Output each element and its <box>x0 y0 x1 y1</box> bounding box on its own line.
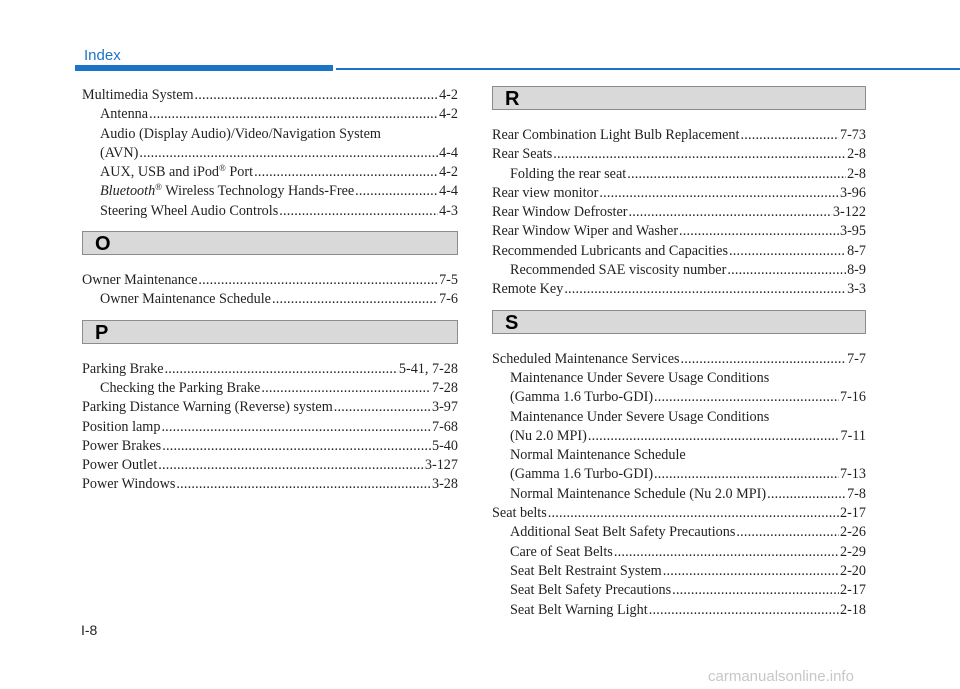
page-ref: 4-4 <box>439 144 458 161</box>
page-ref: 7-13 <box>839 466 866 483</box>
page-ref: 8-9 <box>847 262 866 279</box>
section-header-p <box>82 320 458 344</box>
page-ref: 4-2 <box>439 164 458 181</box>
page-ref: 4-2 <box>439 87 458 103</box>
index-subentry-line: Maintenance Under Severe Usage Conditions <box>510 369 770 386</box>
section-header-r <box>492 86 866 110</box>
page-ref: 3-95 <box>839 223 866 240</box>
index-subentry-line: Maintenance Under Severe Usage Conditions <box>510 408 770 425</box>
page-ref: 8-7 <box>847 242 866 259</box>
index-entry: Recommended Lubricants and Capacities ..... 8-7 <box>492 242 866 261</box>
index-column-right <box>492 86 866 620</box>
page-ref: 5-41, 7-28 <box>398 360 458 377</box>
index-subentry: Steering Wheel Audio Controls ..... 4-3 <box>82 202 458 221</box>
index-entry: Power Brakes ..... 5-40 <box>82 437 458 456</box>
section-letter: R <box>505 88 520 110</box>
index-subentry: Folding the rear seat ..... 2-8 <box>492 165 866 184</box>
section-letter: S <box>505 311 519 334</box>
index-subentry: Seat Belt Warning Light ..... 2-18 <box>492 601 866 620</box>
page-ref: 2-17 <box>839 505 866 522</box>
page-ref: 2-18 <box>839 601 866 618</box>
index-entry: Parking Distance Warning (Reverse) system ..... 3-97 <box>82 398 458 417</box>
page-ref: 3-3 <box>847 281 866 298</box>
index-subentry: Seat Belt Safety Precautions ..... 2-17 <box>492 581 866 600</box>
section-letter: P <box>95 321 109 344</box>
index-entry: Rear Window Wiper and Washer ..... 3-95 <box>492 222 866 241</box>
page-ref: 7-28 <box>431 379 458 396</box>
index-entry: Rear Window Defroster ..... 3-122 <box>492 203 866 222</box>
index-subentry: (AVN) ..... 4-4 <box>82 144 458 163</box>
index-subentry: AUX, USB and iPod® Port ..... 4-2 <box>82 163 458 182</box>
watermark: carmanualsonline.info <box>708 668 854 685</box>
index-entry: Remote Key ..... 3-3 <box>492 280 866 299</box>
page-ref: 5-40 <box>431 437 458 454</box>
page-ref: 4-4 <box>439 183 458 200</box>
page-ref: 3-96 <box>839 184 866 201</box>
index-entry: Rear Seats ..... 2-8 <box>492 145 866 164</box>
page-ref: 2-26 <box>839 524 866 541</box>
page-ref: 2-8 <box>847 165 866 182</box>
section-letter: O <box>95 233 111 256</box>
index-entry: Parking Brake ..... 5-41, 7-28 <box>82 360 458 379</box>
index-subentry: Additional Seat Belt Safety Precautions ..... 2-26 <box>492 523 866 542</box>
index-entry: Owner Maintenance ..... 7-5 <box>82 271 458 290</box>
index-entry: Seat belts ..... 2-17 <box>492 504 866 523</box>
index-entry: Rear Combination Light Bulb Replacement ..... 7-73 <box>492 126 866 145</box>
section-header-o <box>82 231 458 255</box>
index-entry: Scheduled Maintenance Services ..... 7-7 <box>492 350 866 369</box>
page-ref: 7-11 <box>840 427 866 444</box>
index-subentry: (Gamma 1.6 Turbo-GDI) ..... 7-13 <box>492 465 866 484</box>
index-subentry: Care of Seat Belts ..... 2-29 <box>492 543 866 562</box>
index-subentry: Recommended SAE viscosity number ..... 8-9 <box>492 261 866 280</box>
index-subentry: (Nu 2.0 MPI) ..... 7-11 <box>492 427 866 446</box>
page-ref: 7-73 <box>839 127 866 143</box>
page-ref: 7-7 <box>847 350 866 367</box>
index-subentry: (Gamma 1.6 Turbo-GDI) ..... 7-16 <box>492 388 866 407</box>
page-number: I-8 <box>81 622 98 638</box>
page-ref: 2-17 <box>839 582 866 599</box>
page-ref: 4-2 <box>439 106 458 123</box>
page-ref: 2-29 <box>839 543 866 560</box>
index-subentry: Owner Maintenance Schedule ..... 7-6 <box>82 290 458 309</box>
page-ref: 3-127 <box>424 457 458 474</box>
index-entry: Power Windows ..... 3-28 <box>82 475 458 494</box>
index-entry: Power Outlet ..... 3-127 <box>82 456 458 475</box>
page-ref: 3-28 <box>431 476 458 493</box>
page-ref: 7-16 <box>839 389 866 406</box>
index-entry: Multimedia System ..... 4-2 <box>82 86 458 105</box>
section-header-s <box>492 310 866 334</box>
header-rule <box>336 68 960 70</box>
index-subentry-line: Normal Maintenance Schedule <box>510 447 686 464</box>
page-ref: 7-5 <box>439 272 458 289</box>
page-ref: 4-3 <box>439 202 458 219</box>
page-ref: 7-6 <box>439 291 458 308</box>
header-accent-bar <box>75 65 333 71</box>
page-ref: 2-20 <box>839 562 866 579</box>
index-subentry: Checking the Parking Brake ..... 7-28 <box>82 379 458 398</box>
index-subentry-line: Audio (Display Audio)/Video/Navigation System <box>100 125 381 142</box>
page-ref: 3-122 <box>832 204 866 221</box>
page-ref: 2-8 <box>847 146 866 163</box>
index-subentry: Bluetooth® Wireless Technology Hands-Free ..... 4-4 <box>82 182 458 201</box>
index-entry: Position lamp ..... 7-68 <box>82 418 458 437</box>
page-header-title: Index <box>84 47 121 64</box>
index-subentry: Normal Maintenance Schedule (Nu 2.0 MPI) ..... 7-8 <box>492 485 866 504</box>
page-ref: 7-8 <box>847 485 866 502</box>
index-subentry: Seat Belt Restraint System ..... 2-20 <box>492 562 866 581</box>
index-subentry: Antenna ..... 4-2 <box>82 105 458 124</box>
index-column-left <box>82 86 458 495</box>
index-entry: Rear view monitor ..... 3-96 <box>492 184 866 203</box>
page-ref: 3-97 <box>431 399 458 416</box>
page-ref: 7-68 <box>431 418 458 435</box>
